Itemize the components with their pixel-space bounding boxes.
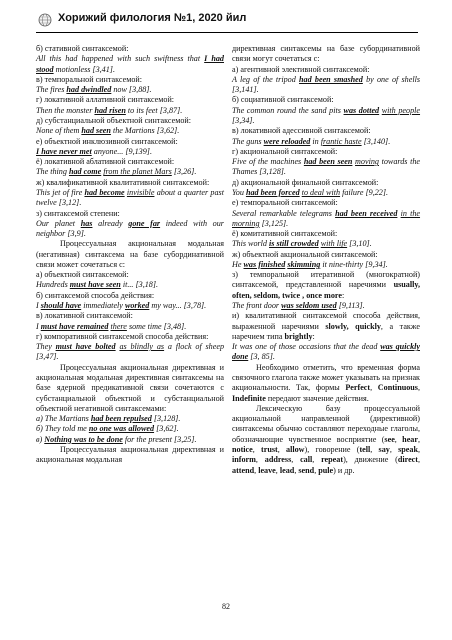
example-label: е) темпоральной синтаксемой: (232, 198, 338, 208)
example-text: The guns were reloaded in frantic haste [3,140]. (232, 136, 391, 146)
paragraph (36, 44, 224, 75)
body-paragraph: и) квалитативной синтаксемой способа действия, выраженной наречиями slowly, quickly, а также наречием типа brightly: (232, 311, 420, 341)
example-text: You had been forced to deal with failure [9,22]. (232, 187, 389, 197)
example-label: а) агентивной элективной синтаксемой: (232, 64, 370, 74)
example-text: None of them had seen the Martions [3,62]. (36, 126, 180, 136)
example-label: г) компоративной синтаксемой способа действия: (36, 331, 209, 341)
example-text: He was finished skimming it nine-thirty [9,34]. (232, 259, 388, 269)
example-label: г) локативной аллативной синтаксемой: (36, 95, 175, 105)
example-label: г) акциональной синтаксемой: (232, 146, 338, 156)
paragraph (36, 75, 224, 96)
paragraph (36, 137, 224, 158)
example-text: в) Nothing was to be done for the present [3,25]. (36, 434, 197, 444)
paragraph (36, 209, 224, 240)
example-label: в) локативной синтаксемой: (36, 311, 133, 321)
right-column (232, 44, 420, 476)
example-text: I have never met anyone... [9,139]. (36, 146, 152, 156)
example-text: This jet of fire had become invisible about a quarter past twelve [3,12]. (36, 187, 224, 208)
paragraph (232, 95, 420, 126)
journal-title: Хорижий филология №1, 2020 йил (58, 12, 247, 24)
example-label: е) объектной инклюзивной синтаксемой: (36, 136, 178, 146)
example-text: They must have bolted as blindly as a flock of sheep [3,47]. (36, 342, 225, 362)
example-label: д) акциональной финальной синтаксемой: (232, 177, 379, 187)
paragraph (36, 311, 224, 332)
paragraph (36, 270, 224, 291)
body-paragraph: Процессуальная акциональная модальная (негативная) синтаксема на базе субординативной связи может сочетаться с: (36, 239, 224, 269)
paragraph (232, 178, 420, 199)
example-label: в) темпоральной синтаксемой: (36, 74, 142, 84)
example-text: Hundreds must have seen it... [3,18]. (36, 280, 159, 290)
example-text: I should have immediately worked my way... [3,78]. (36, 301, 207, 311)
paragraph (36, 291, 224, 312)
body-paragraph: директивная синтаксемы на базе субординативной связи могут сочетаться с: (232, 44, 420, 64)
example-text: Our planet has already gone far indeed with our neighbor [3,9]. (36, 218, 224, 239)
example-label: а) объектной синтаксемой: (36, 270, 129, 280)
paragraph (232, 126, 420, 147)
left-column (36, 44, 224, 466)
example-text: This world is still crowded with life [3,10]. (232, 239, 372, 249)
example-text: Five of the machines had been seen moving towards the Thames [3,128]. (232, 157, 421, 177)
body-paragraph: Необходимо отметить, что временная форма связочного глагола также может указывать на признак акциональности. Так, формы Perfect, Continuous, Indefinite передают значение действия. (232, 362, 421, 403)
example-label: б) синтаксемой способа действия: (36, 290, 155, 300)
page-number: 82 (222, 602, 230, 611)
example-text: The fires had dwindled now [3,88]. (36, 85, 152, 95)
body-paragraph: Процессуальная акциональная директивная и акциональная модальная (36, 444, 224, 465)
header-divider (36, 32, 418, 33)
paragraph (232, 147, 420, 178)
example-text: All this had happened with such swiftness that I had stood motionless [3,41]. (36, 54, 224, 74)
example-label: ё) локативной аблативной синтаксемой: (36, 157, 175, 167)
example-label: ё) комитативной синтаксемой: (232, 229, 338, 239)
example-text: Several remarkable telegrams had been received in the morning [3,125]. (232, 208, 421, 228)
example-label: д) субстанциальной объектной синтаксемой: (36, 115, 192, 125)
example-text: Then the monster had risen to its feet [3,87]. (36, 105, 183, 115)
example-text: It was one of those occasions that the dead was quickly done [3, 85]. (232, 342, 420, 362)
paragraph (232, 250, 420, 271)
paragraph (36, 178, 224, 209)
paragraph (232, 65, 420, 96)
example-text: A leg of the tripod had been smashed by one of shells [3,141]. (232, 74, 421, 95)
example-text: I must have remained there some time [3,48]. (36, 321, 187, 331)
paragraph (36, 157, 224, 178)
body-paragraph: з) темпоральной итеративной (многократной) синтаксемой, представленной наречиями usually, often, seldom, twice , once more: (232, 270, 420, 300)
paragraph (36, 95, 224, 116)
body-paragraph: Процессуальная акциональная директивная и акциональная модальная директивная синтаксемы на базе ядерной предикативной связи сочетаются с субстанциальной объектной и субстанциальной объектной негативной синтаксемами: (36, 362, 224, 413)
example-text: The common round the sand pits was dotted with people [3,34]. (232, 105, 421, 125)
example-label: б) социативной синтаксемой: (232, 95, 334, 105)
example-text: б) They told me no one was allowed [3,62]. (36, 424, 179, 434)
example-text: The thing had come from the planet Mars [3,26]. (36, 167, 197, 177)
globe-logo-icon (38, 13, 52, 27)
example-label: б) стативной синтаксемой: (36, 44, 129, 53)
example-text: The front door was seldom used [9,113]. (232, 301, 365, 311)
example-text: a) The Martians had been repulsed [3,128]. (36, 414, 181, 424)
paragraph (36, 332, 224, 363)
example-label: ж) объектной акциональной синтаксемой: (232, 249, 378, 259)
paragraph (232, 198, 420, 229)
example-label: в) локативной адессивной синтаксемой: (232, 126, 371, 136)
paragraph (36, 116, 224, 137)
body-paragraph: Лексическую базу процессуальной акциональной направленной (директивной) синтаксемы обычно составляют переходные глаголы, обозначающие чувственное восприятие (see, hear, notice, trust, allow), говорение (tell, say, speak, inform, address, call, repeat), движение (direct, attend, leave, lead, send, pule) и др. (232, 403, 421, 475)
example-label: з) синтаксемой степени: (36, 208, 120, 218)
page-header (0, 0, 452, 40)
example-label: ж) квалификативной квалитативной синтаксемой: (36, 177, 210, 187)
paragraph (232, 229, 420, 250)
